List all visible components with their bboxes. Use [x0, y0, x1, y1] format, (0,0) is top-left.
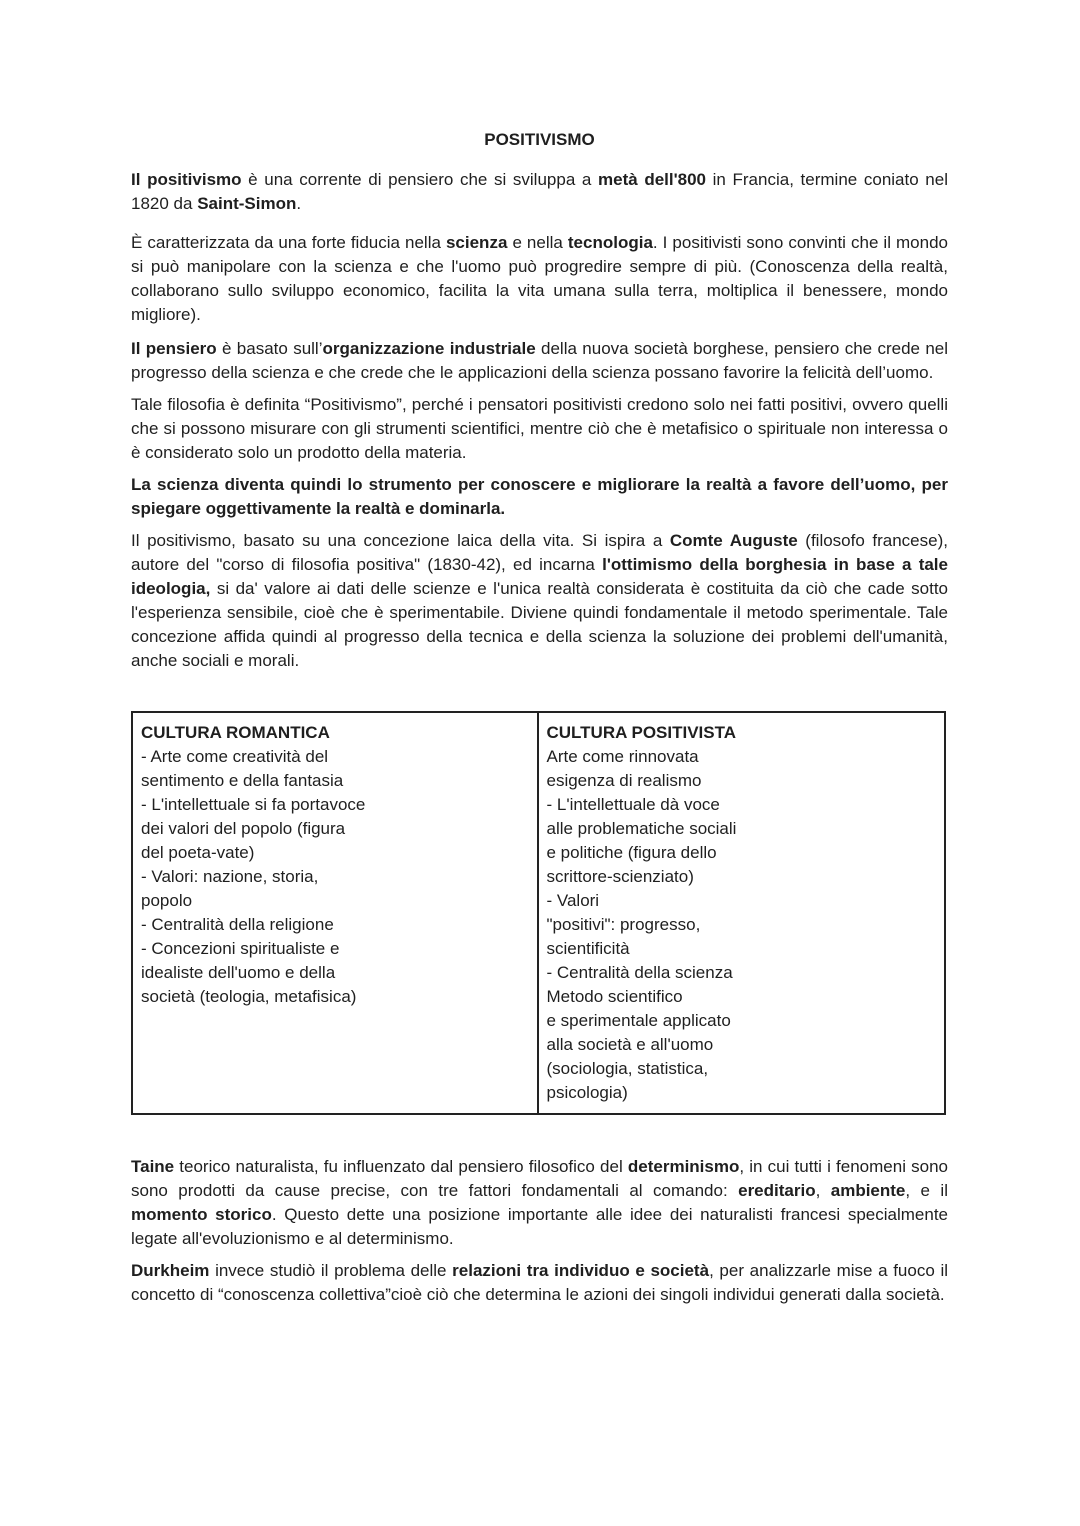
page-title: POSITIVISMO [484, 130, 595, 149]
comte-paragraph: Il positivismo, basato su una concezione laica della vita. Si ispira a Comte Auguste (filosofo francese), autore del "corso di filosofia positiva" (1830-42), ed incarna l'ottimismo della borghesia in base a tale ideologia, si da' valore ai dati delle scienze e l'unica realtà considerata è costituita da ciò che cade sotto l'esperienza sensibile, cioè che è sperimentabile. Diviene quindi fondamentale il metodo sperimentale. Tale concezione affida quindi al progresso della tecnica e della scienza la soluzione dei problemi dell'umanità, anche sociali e morali. [131, 531, 948, 670]
definition-paragraph: Tale filosofia è definita “Positivismo”, perché i pensatori positivisti credono solo nei fatti positivi, ovvero quelli che si possono misurare con gli strumenti scientifici, mentre ciò che è metafisico o spirituale non interessa o è considerato solo un prodotto della materia. [131, 395, 948, 462]
table-cell-line: sentimento e della fantasia [141, 771, 344, 790]
table-cell-line: del poeta-vate) [141, 843, 255, 862]
table-cell-line: Metodo scientifico [546, 987, 683, 1006]
bold-text: metà dell'800 [598, 170, 707, 189]
bold-text: Il pensiero [131, 339, 217, 358]
table-cell-line: Arte come rinnovata [546, 747, 699, 766]
table-cell-line: società (teologia, metafisica) [141, 987, 357, 1006]
bold-text: Durkheim [131, 1261, 210, 1280]
table-cell-line: alla società e all'uomo [546, 1035, 714, 1054]
table-cell-line: - Valori: nazione, storia, [141, 867, 319, 886]
positivist-culture-list [547, 745, 755, 1105]
bold-text: scienza [445, 233, 508, 252]
table-cell-line: scrittore-scienziato) [546, 867, 694, 886]
table-cell-line: - Valori [546, 891, 600, 910]
bold-text: ambiente [830, 1181, 906, 1200]
table-cell-line: idealiste dell'uomo e della [141, 963, 336, 982]
table-cell-line: popolo [141, 891, 193, 910]
science-trust-paragraph: È caratterizzata da una forte fiducia nella scienza e nella tecnologia. I positivisti sono convinti che il mondo si può manipolare con la scienza e che l'uomo può progredire sempre di più. (Conoscenza della realtà, collaborano sullo sviluppo economico, facilita la vita umana sulla terra, moltiplica il benessere, mondo migliore). [131, 233, 948, 324]
table-cell-line: - Concezioni spiritualiste e [141, 939, 340, 958]
table-cell-line: (sociologia, statistica, [546, 1059, 709, 1078]
document-page [131, 128, 948, 1315]
table-cell-line: e politiche (figura dello [546, 843, 717, 862]
bold-text: ereditario [738, 1181, 816, 1200]
table-cell-line: - L'intellettuale dà voce [546, 795, 720, 814]
table-cell-line: - Arte come creatività del [141, 747, 329, 766]
romantic-culture-heading: CULTURA ROMANTICA [141, 723, 330, 742]
table-cell-line: alle problematiche sociali [546, 819, 737, 838]
table-cell-line: - Centralità della religione [141, 915, 334, 934]
bold-text: relazioni tra individuo e società [452, 1261, 710, 1280]
table-cell-line: dei valori del popolo (figura [141, 819, 346, 838]
table-cell-line: "positivi": progresso, [546, 915, 701, 934]
bold-text: Comte Auguste [669, 531, 798, 550]
bold-text: momento storico [131, 1205, 272, 1224]
bold-text: Saint-Simon [197, 194, 297, 213]
industrial-paragraph: Il pensiero è basato sull’organizzazione industriale della nuova società borghese, pensiero che crede nel progresso della scienza e che crede che le applicazioni della scienza possano favorire la felicità dell’uomo. [131, 339, 949, 382]
bold-text: l'ottimismo della borghesia in base a tale ideologia, [131, 555, 948, 598]
table-cell-line: - L'intellettuale si fa portavoce [141, 795, 366, 814]
table-cell-line: esigenza di realismo [546, 771, 702, 790]
science-tool-paragraph: La scienza diventa quindi lo strumento per conoscere e migliorare la realtà a favore dell’uomo, per spiegare oggettivamente la realtà e dominarla. [131, 475, 948, 518]
positivist-culture-column [539, 713, 945, 1113]
taine-paragraph: Taine teorico naturalista, fu influenzato dal pensiero filosofico del determinismo, in cui tutti i fenomeni sono sono prodotti da cause precise, con tre fattori fondamentali al comando: ereditario, ambiente, e il momento storico. Questo dette una posizione importante alle idee dei naturalisti francesi specialmente legate all'evoluzionismo e al determinismo. [131, 1157, 949, 1248]
table-cell-line: psicologia) [546, 1083, 628, 1102]
bold-text: tecnologia [567, 233, 653, 252]
table-cell-line: e sperimentale applicato [546, 1011, 731, 1030]
bold-text: Il positivismo [131, 170, 242, 189]
romantic-culture-column [133, 713, 539, 1113]
bold-text: organizzazione industriale [322, 339, 536, 358]
table-cell-line: scientificità [546, 939, 630, 958]
romantic-culture-list [141, 745, 447, 1009]
intro-paragraph: Il positivismo è una corrente di pensiero che si sviluppa a metà dell'800 in Francia, termine coniato nel 1820 da Saint-Simon. [131, 170, 948, 213]
bold-text: Taine [131, 1157, 175, 1176]
positivist-culture-heading: CULTURA POSITIVISTA [546, 723, 737, 742]
durkheim-paragraph: Durkheim invece studiò il problema delle relazioni tra individuo e società, per analizzarle mise a fuoco il concetto di “conoscenza collettiva”cioè ciò che determina le azioni dei singoli individui generati dalla società. [131, 1261, 949, 1304]
table-cell-line: - Centralità della scienza [546, 963, 733, 982]
bold-text: determinismo [627, 1157, 740, 1176]
comparison-table [131, 711, 946, 1115]
